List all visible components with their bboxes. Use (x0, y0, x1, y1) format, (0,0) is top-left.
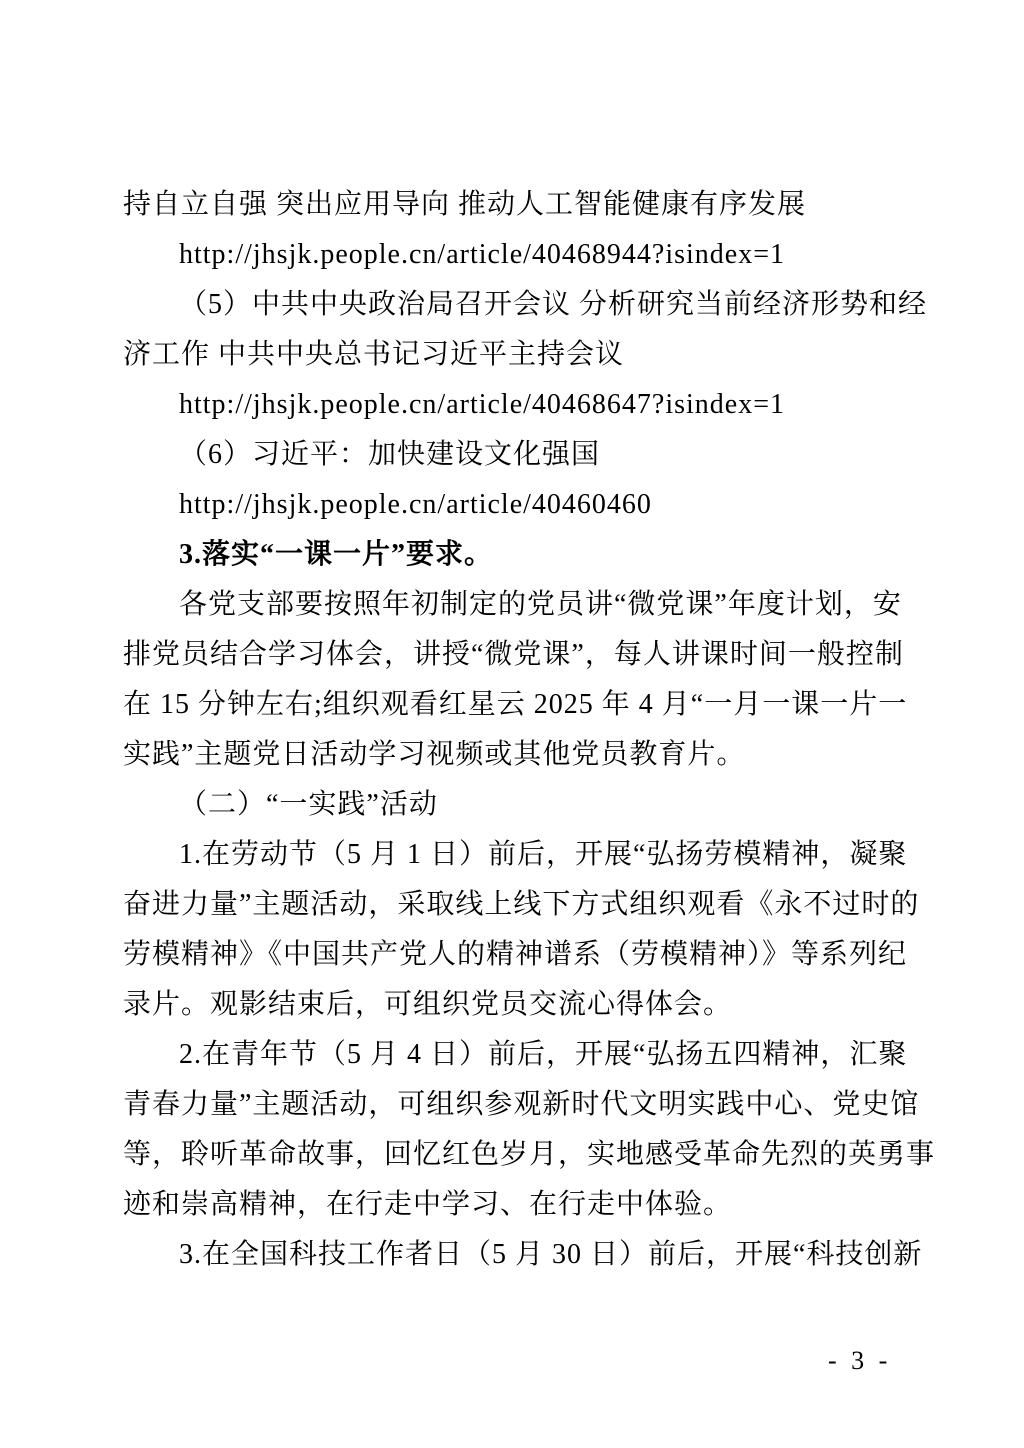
body-line: 排党员结合学习体会，讲授“微党课”，每人讲课时间一般控制 (123, 639, 904, 670)
body-line: 等，聆听革命故事，回忆红色岁月，实地感受革命先烈的英勇事 (123, 1139, 936, 1170)
body-line: 录片。观影结束后，可组织党员交流心得体会。 (123, 989, 733, 1020)
subsection-heading-yishijian: （二）“一实践”活动 (179, 789, 438, 820)
body-line: 持自立自强 突出应用导向 推动人工智能健康有序发展 (123, 189, 807, 220)
body-line: 劳模精神》《中国共产党人的精神谱系（劳模精神）》等系列纪 (123, 939, 908, 970)
page-number: - 3 - (828, 1346, 892, 1375)
body-line: 实践”主题党日活动学习视频或其他党员教育片。 (123, 739, 746, 770)
body-line: 奋进力量”主题活动，采取线上线下方式组织观看《永不过时的 (123, 889, 920, 920)
body-line: 在 15 分钟左右;组织观看红星云 2025 年 4 月“一月一课一片一 (123, 689, 908, 720)
list-item-2-line: 2.在青年节（5 月 4 日）前后，开展“弘扬五四精神，汇聚 (179, 1039, 908, 1070)
list-item-6-line: （6）习近平：加快建设文化强国 (179, 439, 601, 470)
body-line: 青春力量”主题活动，可组织参观新时代文明实践中心、党史馆 (123, 1089, 920, 1120)
list-item-5-line: （5）中共中央政治局召开会议 分析研究当前经济形势和经 (179, 289, 928, 320)
body-line: 各党支部要按照年初制定的党员讲“微党课”年度计划，安 (179, 589, 902, 620)
document-content (123, 180, 936, 1280)
body-line: 迹和崇高精神，在行走中学习、在行走中体验。 (123, 1189, 733, 1220)
heading-yikeyipian: 3.落实“一课一片”要求。 (179, 539, 494, 570)
list-item-1-line: 1.在劳动节（5 月 1 日）前后，开展“弘扬劳模精神，凝聚 (179, 839, 908, 870)
url-line: http://jhsjk.people.cn/article/40460460 (179, 489, 652, 520)
url-line: http://jhsjk.people.cn/article/40468647?isindex=1 (179, 389, 786, 420)
url-line: http://jhsjk.people.cn/article/40468944?isindex=1 (179, 239, 786, 270)
list-item-3-line: 3.在全国科技工作者日（5 月 30 日）前后，开展“科技创新 (179, 1239, 923, 1270)
body-line: 济工作 中共中央总书记习近平主持会议 (123, 339, 625, 370)
